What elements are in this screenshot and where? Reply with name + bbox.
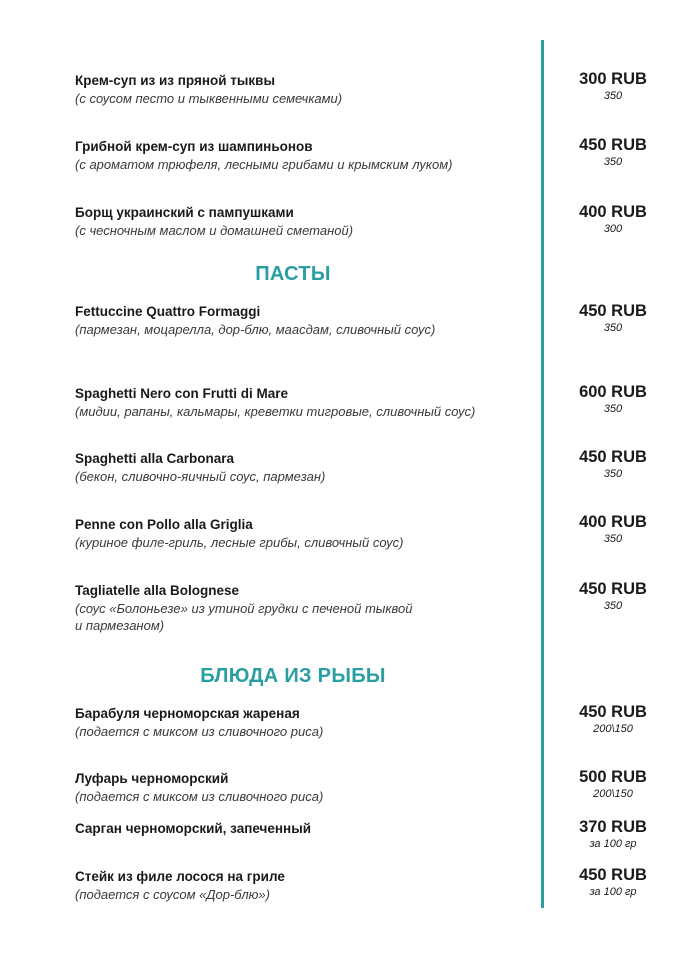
dish-price: 400 RUB (579, 203, 647, 221)
dish-price: 450 RUB (579, 302, 647, 320)
dish-price: 450 RUB (579, 136, 647, 154)
dish-description: (с ароматом трюфеля, лесными грибами и крымским луком) (75, 157, 453, 172)
dish-weight: 350 (603, 533, 623, 545)
menu-item-mushroom-soup (75, 139, 525, 173)
dish-description: (мидии, рапаны, кальмары, креветки тигровые, сливочный соус) (75, 404, 476, 419)
dish-weight: 350 (603, 468, 623, 480)
dish-price: 450 RUB (579, 580, 647, 598)
dish-price: 450 RUB (579, 703, 647, 721)
dish-price: 600 RUB (579, 383, 647, 401)
menu-item-salmon-steak (75, 869, 525, 903)
menu-item-pumpkin-soup (75, 73, 525, 107)
dish-name: Стейк из филе лосося на гриле (75, 869, 285, 884)
price-block (560, 203, 666, 236)
section-title-pasta: ПАСТЫ (255, 263, 331, 285)
price-block (560, 866, 666, 899)
dish-name: Грибной крем-суп из шампиньонов (75, 139, 313, 154)
dish-name: Борщ украинский с пампушками (75, 205, 294, 220)
menu-item-carbonara (75, 451, 525, 485)
dish-description: (подается с соусом «Дор-блю») (75, 887, 270, 902)
dish-description: (соус «Болоньезе» из утиной грудки с печеной тыквой и пармезаном) (75, 601, 413, 633)
dish-weight: 350 (603, 600, 623, 612)
price-block (560, 70, 666, 103)
dish-description: (куриное филе-гриль, лесные грибы, сливочный соус) (75, 535, 404, 550)
dish-price: 370 RUB (579, 818, 647, 836)
price-block (560, 580, 666, 613)
dish-name: Penne con Pollo alla Griglia (75, 517, 253, 532)
dish-weight: 350 (603, 403, 623, 415)
dish-name: Fettuccine Quattro Formaggi (75, 304, 261, 319)
dish-description: (подается с миксом из сливочного риса) (75, 724, 324, 739)
dish-description: (подается с миксом из сливочного риса) (75, 789, 324, 804)
dish-weight: за 100 гр (589, 886, 637, 898)
dish-weight: 200\150 (593, 723, 633, 735)
dish-name: Tagliatelle alla Bolognese (75, 583, 240, 598)
dish-description: (с соусом песто и тыквенными семечками) (75, 91, 343, 106)
price-block (560, 513, 666, 546)
menu-item-tagliatelle (75, 583, 525, 634)
dish-weight: 350 (603, 322, 623, 334)
price-block (560, 703, 666, 736)
section-title-fish: БЛЮДА ИЗ РЫБЫ (200, 665, 386, 687)
dish-weight: 350 (603, 156, 623, 168)
vertical-divider (541, 40, 544, 908)
menu-item-sargan (75, 821, 525, 837)
menu-item-barabulya (75, 706, 525, 740)
dish-price: 300 RUB (579, 70, 647, 88)
dish-description: (с чесночным маслом и домашней сметаной) (75, 223, 354, 238)
dish-name: Барабуля черноморская жареная (75, 706, 300, 721)
dish-weight: 350 (603, 90, 623, 102)
price-block (560, 818, 666, 851)
dish-description: (бекон, сливочно-яичный соус, пармезан) (75, 469, 326, 484)
dish-weight: за 100 гр (589, 838, 637, 850)
menu-item-fettuccine (75, 304, 525, 338)
price-block (560, 136, 666, 169)
price-block (560, 448, 666, 481)
dish-name: Spaghetti alla Carbonara (75, 451, 235, 466)
price-block (560, 768, 666, 801)
menu-item-lufar (75, 771, 525, 805)
dish-price: 400 RUB (579, 513, 647, 531)
dish-name: Луфарь черноморский (75, 771, 229, 786)
price-block (560, 383, 666, 416)
dish-description: (пармезан, моцарелла, дор-блю, маасдам, сливочный соус) (75, 322, 436, 337)
dish-price: 500 RUB (579, 768, 647, 786)
dish-name: Крем-суп из из пряной тыквы (75, 73, 276, 88)
menu-item-penne (75, 517, 525, 551)
dish-name: Spaghetti Nero con Frutti di Mare (75, 386, 289, 401)
dish-weight: 200\150 (593, 788, 633, 800)
menu-item-spaghetti-nero (75, 386, 525, 420)
dish-name: Сарган черноморский, запеченный (75, 821, 312, 836)
dish-price: 450 RUB (579, 448, 647, 466)
menu-item-borscht (75, 205, 525, 239)
price-block (560, 302, 666, 335)
dish-weight: 300 (603, 223, 623, 235)
dish-price: 450 RUB (579, 866, 647, 884)
